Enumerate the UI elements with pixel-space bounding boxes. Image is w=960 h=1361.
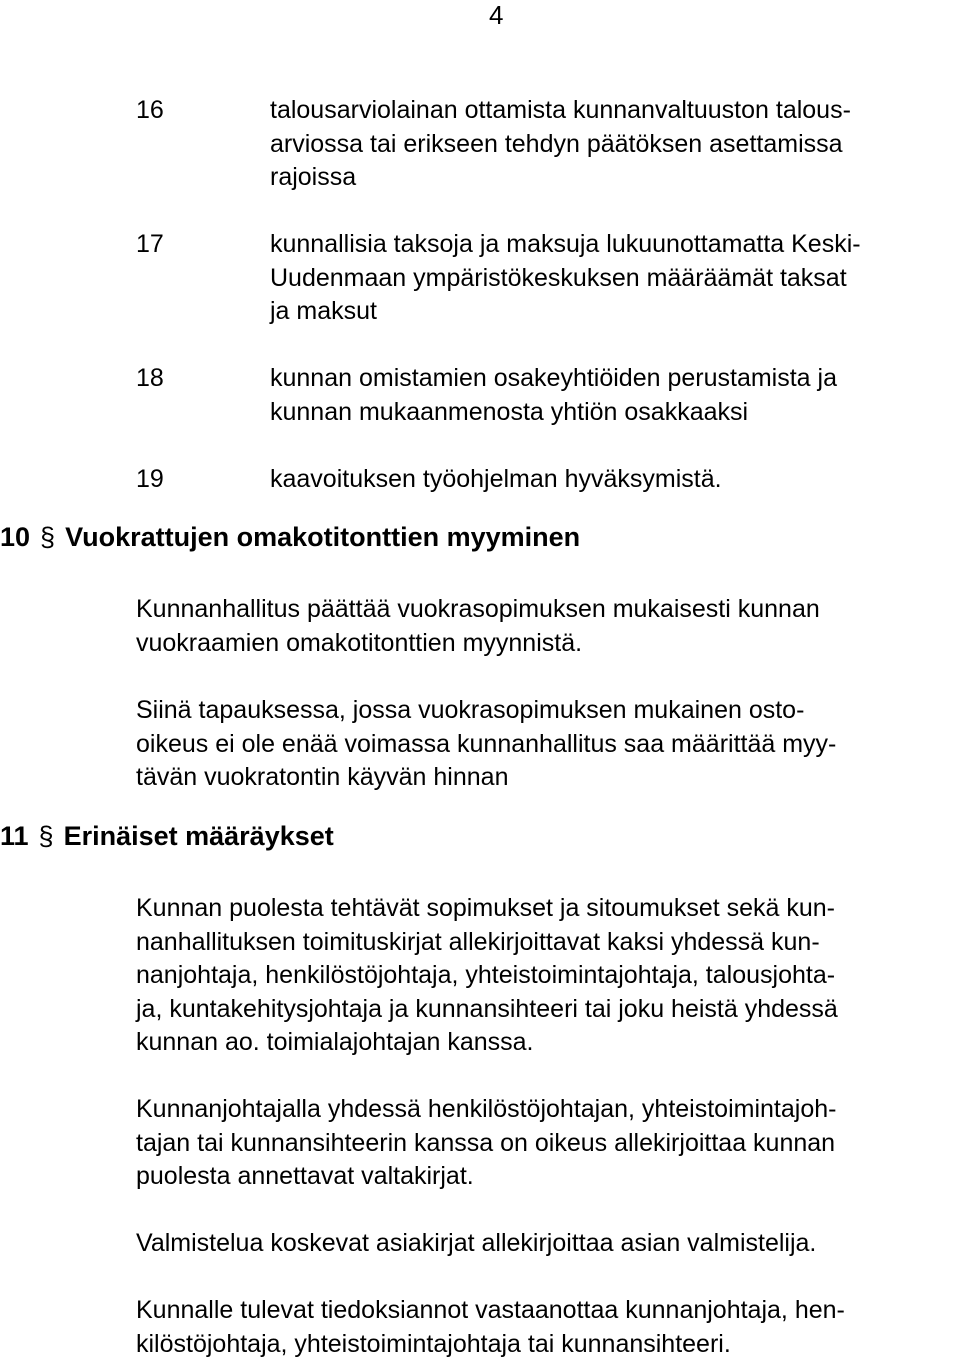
list-item-number: 19 <box>136 465 164 493</box>
list-item-number: 17 <box>136 230 164 258</box>
list-item-text: talousarviolainan ottamista kunnanvaltuuston talous- arviossa tai erikseen tehdyn päätöksen asettamissa rajoissa <box>270 96 851 191</box>
list-item-17 <box>136 228 960 329</box>
section-11-heading <box>0 820 334 852</box>
list-item-text: kunnallisia taksoja ja maksuja lukuunottamatta Keski- Uudenmaan ympäristökeskuksen määräämät taksat ja maksut <box>270 230 861 325</box>
list-item-16 <box>136 94 960 195</box>
list-item-18 <box>136 362 960 429</box>
section-10-paragraph: Kunnanhallitus päättää vuokrasopimuksen mukaisesti kunnan vuokraamien omakotitonttien myynnistä. <box>136 595 820 657</box>
section-symbol: § <box>38 821 54 851</box>
list-item-19 <box>136 463 960 497</box>
section-title: Erinäiset määräykset <box>63 821 334 851</box>
section-11-paragraph: Valmistelua koskevat asiakirjat allekirjoittaa asian valmistelija. <box>136 1229 817 1257</box>
section-title: Vuokrattujen omakotitonttien myyminen <box>65 522 581 552</box>
list-item-number: 16 <box>136 96 164 124</box>
section-11-paragraph: Kunnan puolesta tehtävät sopimukset ja sitoumukset sekä kun- nanhallituksen toimituskirjat allekirjoittavat kaksi yhdessä kun- nanjohtaja, henkilöstöjohtaja, yhteistoimintajohtaja, talousjohta- ja, kuntakehitysjohtaja ja kunnansihteeri tai joku heistä yhdessä kunnan ao. toimialajohtajan kanssa. <box>136 894 838 1056</box>
section-10-paragraph: Siinä tapauksessa, jossa vuokrasopimuksen mukainen osto- oikeus ei ole enää voimassa kunnanhallitus saa määrittää myy- tävän vuokratontin käyvän hinnan <box>136 696 837 791</box>
section-11-paragraph: Kunnanjohtajalla yhdessä henkilöstöjohtajan, yhteistoimintajoh- tajan tai kunnansihteerin kanssa on oikeus allekirjoittaa kunnan puolesta annettavat valtakirjat. <box>136 1095 837 1190</box>
section-number: 10 <box>0 522 31 552</box>
page-number: 4 <box>489 0 504 30</box>
list-item-text: kaavoituksen työohjelman hyväksymistä. <box>270 465 722 493</box>
section-number: 11 <box>0 821 29 851</box>
section-symbol: § <box>40 522 56 552</box>
list-item-number: 18 <box>136 364 164 392</box>
list-item-text: kunnan omistamien osakeyhtiöiden perustamista ja kunnan mukaanmenosta yhtiön osakkaaksi <box>270 364 837 426</box>
section-10-heading <box>0 521 580 553</box>
section-11-paragraph: Kunnalle tulevat tiedoksiannot vastaanottaa kunnanjohtaja, hen- kilöstöjohtaja, yhteistoimintajohtaja tai kunnansihteeri. <box>136 1296 845 1358</box>
